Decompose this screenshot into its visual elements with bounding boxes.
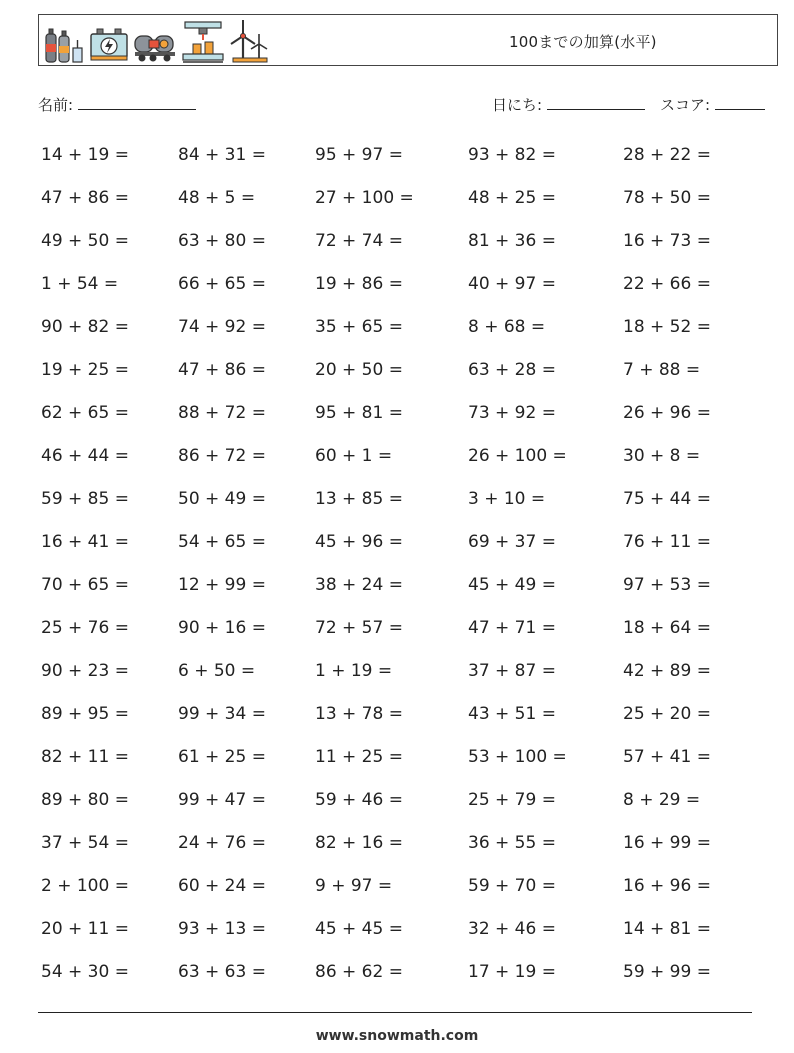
problem-item: 53 + 100 = [468, 747, 567, 767]
problem-item: 59 + 85 = [41, 489, 129, 509]
problem-item: 16 + 96 = [623, 876, 711, 896]
problem-item: 8 + 68 = [468, 317, 546, 337]
problem-item: 66 + 65 = [178, 274, 266, 294]
problem-item: 22 + 66 = [623, 274, 711, 294]
problem-item: 82 + 11 = [41, 747, 129, 767]
problem-item: 63 + 63 = [178, 962, 266, 982]
problem-item: 62 + 65 = [41, 403, 129, 423]
problem-item: 1 + 19 = [315, 661, 393, 681]
problem-item: 7 + 88 = [623, 360, 701, 380]
problem-item: 30 + 8 = [623, 446, 701, 466]
problem-item: 46 + 44 = [41, 446, 129, 466]
problem-item: 35 + 65 = [315, 317, 403, 337]
problem-item: 76 + 11 = [623, 532, 711, 552]
problem-item: 60 + 1 = [315, 446, 393, 466]
problem-item: 47 + 86 = [41, 188, 129, 208]
problem-item: 38 + 24 = [315, 575, 403, 595]
problem-item: 20 + 11 = [41, 919, 129, 939]
problem-item: 1 + 54 = [41, 274, 119, 294]
problem-item: 54 + 30 = [41, 962, 129, 982]
solar-panel-icon [181, 20, 225, 64]
problem-item: 90 + 82 = [41, 317, 129, 337]
problem-item: 93 + 82 = [468, 145, 556, 165]
problem-item: 45 + 45 = [315, 919, 403, 939]
problem-item: 61 + 25 = [178, 747, 266, 767]
worksheet-title: 100までの加算(水平) [509, 33, 657, 51]
footer-divider [38, 1012, 752, 1013]
problem-item: 49 + 50 = [41, 231, 129, 251]
problem-item: 73 + 92 = [468, 403, 556, 423]
footer-url: www.snowmath.com [315, 1028, 479, 1044]
problem-item: 74 + 92 = [178, 317, 266, 337]
problem-item: 13 + 85 = [315, 489, 403, 509]
problem-item: 3 + 10 = [468, 489, 546, 509]
problem-item: 84 + 31 = [178, 145, 266, 165]
problem-item: 63 + 80 = [178, 231, 266, 251]
problem-item: 36 + 55 = [468, 833, 556, 853]
problem-item: 97 + 53 = [623, 575, 711, 595]
problem-item: 88 + 72 = [178, 403, 266, 423]
problem-item: 18 + 64 = [623, 618, 711, 638]
problem-item: 48 + 5 = [178, 188, 256, 208]
name-line [78, 95, 196, 110]
problem-item: 69 + 37 = [468, 532, 556, 552]
problem-item: 26 + 96 = [623, 403, 711, 423]
problem-item: 59 + 99 = [623, 962, 711, 982]
problem-item: 26 + 100 = [468, 446, 567, 466]
problem-item: 50 + 49 = [178, 489, 266, 509]
score-field [660, 94, 765, 115]
problem-item: 86 + 62 = [315, 962, 403, 982]
problem-item: 20 + 50 = [315, 360, 403, 380]
problem-item: 42 + 89 = [623, 661, 711, 681]
problem-item: 25 + 79 = [468, 790, 556, 810]
problem-item: 95 + 97 = [315, 145, 403, 165]
problem-item: 59 + 46 = [315, 790, 403, 810]
problem-item: 28 + 22 = [623, 145, 711, 165]
problem-item: 37 + 54 = [41, 833, 129, 853]
problem-item: 72 + 74 = [315, 231, 403, 251]
header-icons [43, 18, 269, 64]
problem-item: 14 + 19 = [41, 145, 129, 165]
date-line [547, 95, 645, 110]
problem-item: 90 + 23 = [41, 661, 129, 681]
problem-item: 37 + 87 = [468, 661, 556, 681]
problem-item: 6 + 50 = [178, 661, 256, 681]
score-line [715, 95, 765, 110]
problem-item: 19 + 86 = [315, 274, 403, 294]
problem-item: 90 + 16 = [178, 618, 266, 638]
score-label: スコア: [660, 96, 711, 114]
problem-item: 16 + 73 = [623, 231, 711, 251]
problem-item: 72 + 57 = [315, 618, 403, 638]
problem-item: 13 + 78 = [315, 704, 403, 724]
wind-turbine-icon [229, 18, 269, 64]
problem-item: 75 + 44 = [623, 489, 711, 509]
problem-item: 16 + 99 = [623, 833, 711, 853]
problem-item: 99 + 47 = [178, 790, 266, 810]
problem-item: 18 + 52 = [623, 317, 711, 337]
problem-item: 81 + 36 = [468, 231, 556, 251]
problem-item: 11 + 25 = [315, 747, 403, 767]
problem-item: 47 + 71 = [468, 618, 556, 638]
name-field [38, 94, 196, 115]
problem-item: 99 + 34 = [178, 704, 266, 724]
problem-item: 17 + 19 = [468, 962, 556, 982]
problem-item: 8 + 29 = [623, 790, 701, 810]
problem-item: 25 + 76 = [41, 618, 129, 638]
gas-cylinders-icon [43, 24, 85, 64]
problem-item: 43 + 51 = [468, 704, 556, 724]
tanker-truck-icon [133, 24, 177, 64]
problem-item: 19 + 25 = [41, 360, 129, 380]
worksheet-header [38, 14, 778, 66]
problem-item: 78 + 50 = [623, 188, 711, 208]
name-label: 名前: [38, 96, 74, 114]
problem-item: 59 + 70 = [468, 876, 556, 896]
problem-item: 95 + 81 = [315, 403, 403, 423]
problem-item: 45 + 96 = [315, 532, 403, 552]
problem-item: 24 + 76 = [178, 833, 266, 853]
problem-item: 54 + 65 = [178, 532, 266, 552]
problem-item: 16 + 41 = [41, 532, 129, 552]
problem-item: 12 + 99 = [178, 575, 266, 595]
problem-item: 57 + 41 = [623, 747, 711, 767]
problem-item: 25 + 20 = [623, 704, 711, 724]
problem-item: 70 + 65 = [41, 575, 129, 595]
problem-item: 47 + 86 = [178, 360, 266, 380]
problem-item: 63 + 28 = [468, 360, 556, 380]
problem-item: 86 + 72 = [178, 446, 266, 466]
problem-item: 2 + 100 = [41, 876, 129, 896]
problem-item: 45 + 49 = [468, 575, 556, 595]
problem-item: 60 + 24 = [178, 876, 266, 896]
problem-item: 93 + 13 = [178, 919, 266, 939]
problem-item: 89 + 80 = [41, 790, 129, 810]
problem-item: 9 + 97 = [315, 876, 393, 896]
problem-item: 40 + 97 = [468, 274, 556, 294]
problem-item: 27 + 100 = [315, 188, 414, 208]
problem-item: 14 + 81 = [623, 919, 711, 939]
problem-item: 48 + 25 = [468, 188, 556, 208]
problem-item: 32 + 46 = [468, 919, 556, 939]
problem-item: 89 + 95 = [41, 704, 129, 724]
battery-icon [89, 24, 129, 64]
date-label: 日にち: [492, 96, 543, 114]
date-field [492, 94, 645, 115]
problem-item: 82 + 16 = [315, 833, 403, 853]
